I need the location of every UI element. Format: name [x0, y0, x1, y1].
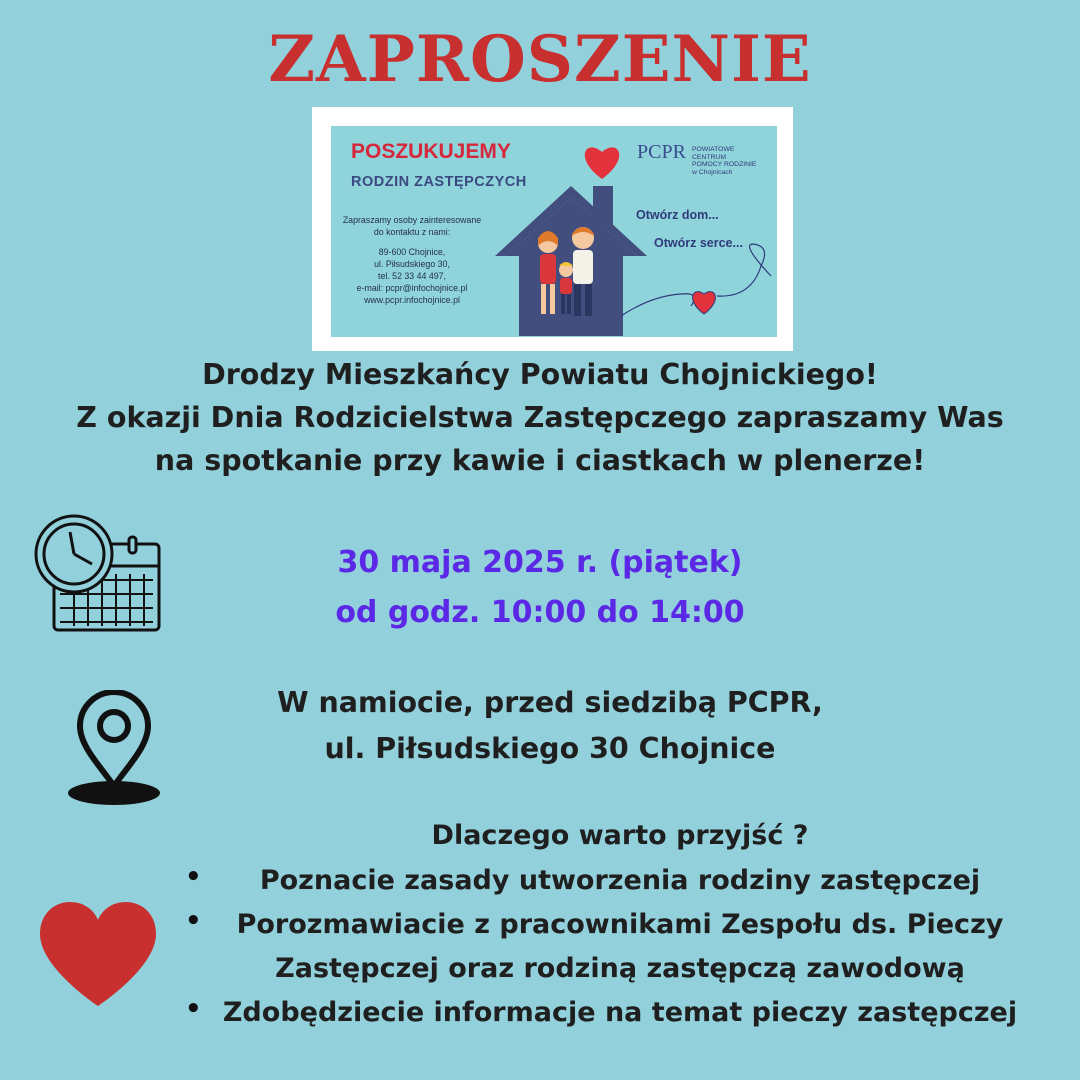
banner-contact-line: tel. 52 33 44 497,	[378, 271, 446, 281]
event-when	[0, 538, 1080, 638]
reason-item: Zdobędziecie informacje na temat pieczy zastępczej	[222, 997, 1018, 1028]
banner-contact-line: ul. Piłsudskiego 30,	[374, 259, 450, 269]
bullet-marker: •	[185, 862, 202, 892]
reason-item: Porozmawiacie z pracownikami Zespołu ds. Pieczy	[236, 909, 1004, 940]
location-line-1: W namiocie, przed siedzibą PCPR,	[277, 686, 823, 719]
reason-item-continued: Zastępczej oraz rodziną zastępczą zawodową	[275, 953, 965, 984]
event-date: 30 maja 2025 r. (piątek)	[337, 545, 743, 580]
page-title: ZAPROSZENIE	[268, 22, 812, 97]
banner-headline: POSZUKUJEMY	[351, 140, 511, 163]
banner-slogan-open-home: Otwórz dom...	[636, 208, 719, 222]
banner-contact-line: 89-600 Chojnice,	[378, 247, 446, 257]
pcpr-organization-name	[692, 146, 756, 176]
banner-contact-intro	[337, 214, 487, 238]
location-line-2: ul. Piłsudskiego 30 Chojnice	[324, 732, 776, 765]
bullet-marker: •	[185, 906, 202, 936]
org-line: POWIATOWE	[692, 146, 735, 153]
banner-contact-line: do kontaktu z nami:	[373, 227, 451, 237]
intro-greeting: Drodzy Mieszkańcy Powiatu Chojnickiego!	[202, 358, 878, 391]
intro-text	[0, 353, 1080, 482]
foster-family-banner	[331, 126, 777, 337]
org-line: CENTRUM	[692, 153, 726, 161]
banner-contact-line: e-mail: pcpr@infochojnice.pl	[356, 283, 468, 293]
heart-icon	[38, 902, 158, 1010]
banner-slogan-open-heart: Otwórz serce...	[654, 236, 743, 250]
banner-contact-address	[337, 246, 487, 306]
reason-item: Poznacie zasady utworzenia rodziny zastępczej	[259, 865, 981, 896]
org-line: POMOCY RODZINIE	[692, 161, 757, 168]
event-where	[50, 680, 1080, 772]
banner-contact-line: www.pcpr.infochojnice.pl	[364, 295, 460, 305]
banner-heart-icon	[581, 144, 623, 180]
banner-contact-line: Zapraszamy osoby zainteresowane	[342, 215, 482, 225]
pcpr-logo: PCPR	[637, 141, 686, 163]
intro-occasion: Z okazji Dnia Rodzicielstwa Zastępczego zapraszamy Was	[76, 401, 1004, 434]
intro-invitation: na spotkanie przy kawie i ciastkach w plenerze!	[154, 444, 926, 477]
banner-subheadline: RODZIN ZASTĘPCZYCH	[351, 174, 527, 190]
why-heading: Dlaczego warto przyjść ?	[431, 820, 809, 851]
bullet-marker: •	[185, 994, 202, 1024]
event-hours: od godz. 10:00 do 14:00	[335, 595, 745, 630]
org-line: w Chojnicach	[692, 168, 733, 176]
